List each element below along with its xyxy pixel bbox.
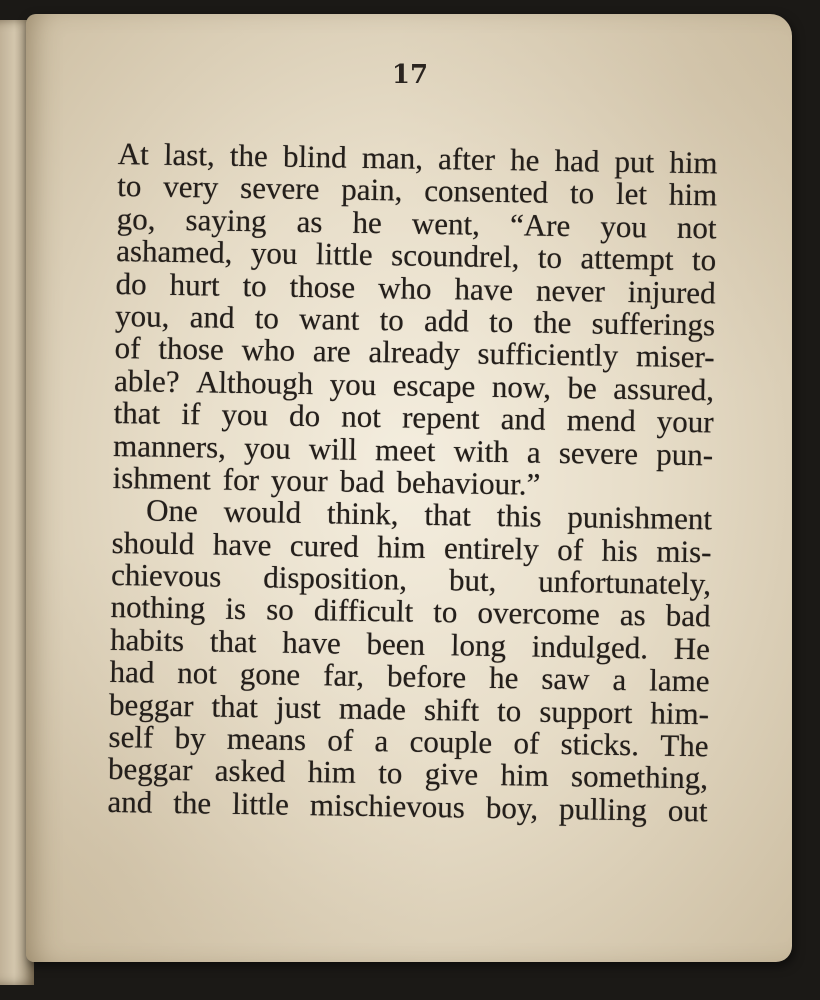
word: of xyxy=(557,531,584,568)
word: you xyxy=(329,366,377,402)
word: scoundrel, xyxy=(390,237,520,275)
word: of xyxy=(513,725,540,761)
word: difficult xyxy=(313,592,414,630)
word: him xyxy=(668,177,718,213)
word: mend xyxy=(566,402,636,439)
word: chievous xyxy=(110,557,222,594)
word: very xyxy=(162,169,219,205)
word: sticks. xyxy=(560,726,640,763)
word: of xyxy=(114,330,141,366)
word: you xyxy=(221,396,269,433)
word: little xyxy=(231,785,290,822)
page-number: 17 xyxy=(391,60,429,90)
word: a xyxy=(612,662,627,698)
word: shift xyxy=(423,691,480,728)
word: as xyxy=(619,597,646,633)
word: for xyxy=(222,461,260,498)
word: pulling xyxy=(558,790,648,828)
word: indulged. xyxy=(531,628,649,666)
word: pun- xyxy=(655,436,714,472)
word: to xyxy=(569,175,595,211)
word: pain, xyxy=(340,171,403,208)
word: go, xyxy=(116,200,156,237)
word: man, xyxy=(361,139,424,176)
word: meet xyxy=(374,431,436,468)
word: been xyxy=(366,625,426,662)
word: want xyxy=(298,300,360,337)
word: little xyxy=(315,236,373,273)
word: is xyxy=(225,591,247,627)
word: after xyxy=(437,141,496,177)
word: One xyxy=(145,492,199,529)
word: him- xyxy=(650,695,710,731)
word: those xyxy=(158,331,225,368)
word: mis- xyxy=(656,533,712,570)
word: made xyxy=(338,690,407,727)
word: consented xyxy=(423,173,549,211)
word: The xyxy=(660,727,709,764)
word: by xyxy=(174,719,206,756)
word: before xyxy=(386,658,467,695)
word: bad xyxy=(665,598,711,634)
word: have xyxy=(454,270,514,307)
word: saw xyxy=(541,660,590,697)
word: but, xyxy=(448,562,497,599)
word: ashamed, xyxy=(115,233,233,270)
word: that xyxy=(424,497,472,533)
word: habits xyxy=(109,621,185,658)
word: punishment xyxy=(567,499,713,537)
word: and xyxy=(189,299,235,335)
word: add xyxy=(423,302,470,339)
word: with xyxy=(453,432,510,469)
word: you xyxy=(600,208,648,245)
word: beggar xyxy=(108,686,194,723)
word: him xyxy=(307,754,357,791)
word: already xyxy=(368,334,461,371)
word: to xyxy=(242,267,268,303)
word: that xyxy=(211,688,259,724)
word: to xyxy=(254,300,280,336)
word: able? xyxy=(113,362,180,399)
word: to xyxy=(537,239,563,276)
word: last, xyxy=(163,136,216,173)
word: miser- xyxy=(635,338,715,375)
word: not xyxy=(177,655,218,691)
word: your xyxy=(656,403,714,440)
word: that xyxy=(113,395,161,431)
word: that xyxy=(209,623,257,660)
word: long xyxy=(450,627,507,664)
word: him xyxy=(377,528,426,565)
word: the xyxy=(533,304,572,341)
word: blind xyxy=(282,138,347,175)
word: just xyxy=(275,689,322,725)
word: should xyxy=(111,524,195,561)
body-text xyxy=(107,138,718,828)
word: let xyxy=(615,176,648,212)
word: nothing xyxy=(110,589,206,626)
word: boy, xyxy=(485,789,539,826)
word: not xyxy=(341,398,382,435)
word: went, xyxy=(411,205,481,242)
word: lame xyxy=(649,662,710,699)
word: manners, xyxy=(112,427,227,465)
word: have xyxy=(212,526,272,563)
word: are xyxy=(312,333,351,370)
word: will xyxy=(308,430,358,467)
word: severe xyxy=(558,434,639,471)
word: of xyxy=(327,722,354,758)
word: behaviour.” xyxy=(396,464,541,502)
word: cured xyxy=(289,527,360,564)
word: he xyxy=(352,204,383,240)
word: to xyxy=(379,302,405,338)
word: the xyxy=(229,137,269,174)
word: put xyxy=(614,143,655,180)
word: ishment xyxy=(112,459,212,497)
word: who xyxy=(377,269,432,306)
word: “Are xyxy=(509,206,571,243)
word: support xyxy=(539,693,633,730)
word: not xyxy=(676,209,717,246)
word: him xyxy=(669,144,718,181)
word: saying xyxy=(185,201,267,239)
word: the xyxy=(173,784,212,821)
word: something, xyxy=(570,758,709,796)
word: a xyxy=(526,433,541,470)
word: your xyxy=(270,462,329,499)
word: couple xyxy=(409,723,493,760)
word: to xyxy=(488,303,514,340)
word: do xyxy=(288,397,321,434)
word: now, xyxy=(491,368,552,405)
word: had xyxy=(109,654,155,690)
word: he xyxy=(488,660,519,696)
word: injured xyxy=(627,273,716,310)
word: far, xyxy=(322,657,365,694)
word: give xyxy=(424,756,479,793)
word: you, xyxy=(114,297,170,334)
word: sufferings xyxy=(591,305,716,343)
word: repent xyxy=(401,399,480,436)
word: and xyxy=(500,401,546,437)
word: escape xyxy=(392,367,476,404)
word: entirely xyxy=(443,529,540,567)
word: as xyxy=(296,203,323,240)
word: disposition, xyxy=(262,559,408,597)
word: those xyxy=(289,268,356,305)
word: so xyxy=(265,591,295,628)
word: severe xyxy=(239,170,320,207)
word: bad xyxy=(339,463,385,500)
word: you xyxy=(243,429,291,466)
word: asked xyxy=(214,753,286,790)
word: out xyxy=(667,792,708,829)
word: have xyxy=(281,624,342,661)
word: his xyxy=(601,532,639,568)
word: would xyxy=(223,494,302,531)
word: who xyxy=(241,332,296,369)
word: mischievous xyxy=(309,786,466,825)
word: had xyxy=(554,142,600,179)
word: overcome xyxy=(477,595,601,633)
word: he xyxy=(509,142,540,178)
word: if xyxy=(181,396,201,432)
word: unfortunately, xyxy=(538,563,712,602)
word: this xyxy=(496,498,542,534)
word: means xyxy=(226,720,307,758)
word: He xyxy=(673,630,711,667)
word: to xyxy=(433,594,458,630)
word: think, xyxy=(326,495,399,532)
word: be xyxy=(567,369,598,406)
word: to xyxy=(378,755,403,791)
word: never xyxy=(535,272,606,309)
word: self xyxy=(108,718,154,755)
word: beggar xyxy=(107,751,193,788)
word: him xyxy=(500,757,550,794)
word: to xyxy=(691,242,717,278)
word: attempt xyxy=(580,240,674,277)
word: At xyxy=(117,136,150,172)
word: to xyxy=(496,692,522,729)
word: assured, xyxy=(613,370,715,408)
word: sufficiently xyxy=(477,336,619,374)
word: gone xyxy=(239,656,301,693)
word: you xyxy=(250,235,298,272)
word: a xyxy=(374,723,389,759)
word: do xyxy=(115,265,147,302)
word: to xyxy=(116,168,142,204)
word: Although xyxy=(195,363,314,401)
word: and xyxy=(107,783,153,820)
word: hurt xyxy=(169,266,220,303)
